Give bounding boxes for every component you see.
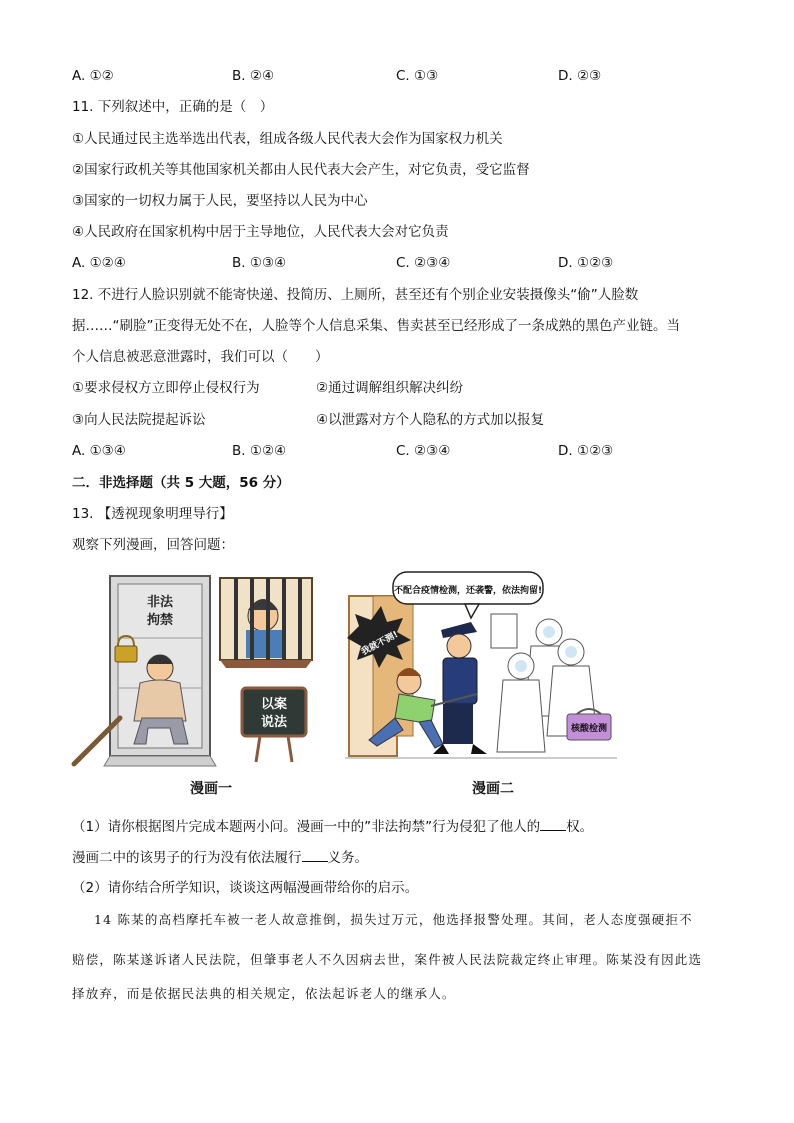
q13-sub-1-b (72, 847, 368, 868)
speech-bubble (393, 572, 543, 618)
q12-statement-2: ②通过调解组织解决纠纷 (316, 380, 464, 396)
q10-option-a: A. ①② (72, 68, 114, 84)
q12-stem-line-3: 个人信息被恶意泄露时，我们可以（ ） (72, 349, 329, 365)
q14-line-2: 赔偿，陈某遂诉诸人民法院，但肇事老人不久因病去世，案件被人民法院裁定终止审理。陈某没有因此选 (72, 952, 703, 967)
q12-option-c: C. ②③④ (396, 443, 451, 459)
section-2-title: 二．非选择题（共 5 大题，56 分） (72, 475, 290, 491)
test-box (567, 709, 611, 740)
door-sign-line-2: 拘禁 (146, 613, 174, 628)
q13-sub-1-b-text: 漫画二中的该男子的行为没有依法履行 (72, 850, 302, 866)
answer-blank-1[interactable] (540, 816, 566, 831)
q13-sub-1-b-end: 义务。 (327, 850, 368, 866)
q14-line-3: 择放弃，而是依据民法典的相关规定，依法起诉老人的继承人。 (72, 986, 456, 1001)
q12-statement-4: ④以泄露对方个人隐私的方式加以报复 (316, 412, 545, 428)
q13-title: 13. 【透视现象明理导行】 (72, 506, 233, 522)
police-officer (433, 622, 487, 754)
q11-stem: 11. 下列叙述中，正确的是（ ） (72, 99, 274, 115)
q12-option-a: A. ①③④ (72, 443, 126, 459)
q12-option-d: D. ①②③ (558, 443, 614, 459)
door-sign-line-1: 非法 (146, 595, 174, 610)
q11-option-c: C. ②③④ (396, 255, 451, 271)
q11-statement-2: ②国家行政机关等其他国家机关都由人民代表大会产生，对它负责，受它监督 (72, 162, 530, 178)
q11-statement-1: ①人民通过民主选举选出代表，组成各级人民代表大会作为国家权力机关 (72, 131, 503, 147)
q12-stem-line-1: 12. 不进行人脸识别就不能寄快递、投简历、上厕所，甚至还有个别企业安装摄像头“偷”人脸数 (72, 287, 639, 303)
q11-option-a: A. ①②④ (72, 255, 126, 271)
q14-line-1: 14 陈某的高档摩托车被一老人故意推倒，损失过万元，他选择报警处理。其间，老人态度强硬拒不 (94, 912, 693, 927)
q12-statement-3: ③向人民法院提起诉讼 (72, 412, 206, 428)
cartoon-2-caption: 漫画二 (472, 781, 514, 797)
burst-text: 我就不测! (359, 629, 400, 658)
q11-statement-4: ④人民政府在国家机构中居于主导地位，人民代表大会对它负责 (72, 224, 449, 240)
answer-blank-2[interactable] (302, 847, 328, 862)
case-law-board (242, 688, 306, 762)
q13-sub-1-a-text: （1）请你根据图片完成本题两小问。漫画一中的”非法拘禁”行为侵犯了他人的 (72, 819, 541, 835)
q12-option-b: B. ①②④ (232, 443, 287, 459)
q11-option-b: B. ①③④ (232, 255, 287, 271)
q10-option-c: C. ①③ (396, 68, 439, 84)
board-sign-line-2: 说法 (260, 715, 288, 730)
q13-intro: 观察下列漫画，回答问题： (72, 537, 234, 553)
board-sign-line-1: 以案 (260, 697, 288, 712)
q10-option-b: B. ②④ (232, 68, 275, 84)
q10-option-d: D. ②③ (558, 68, 602, 84)
q11-statement-3: ③国家的一切权力属于人民，要坚持以人民为中心 (72, 193, 368, 209)
q11-option-d: D. ①②③ (558, 255, 614, 271)
cartoon-2-illustration (345, 566, 617, 766)
box-label: 核酸检测 (570, 724, 608, 734)
speech-text: 不配合疫情检测，还袭警，依法拘留! (393, 586, 543, 596)
q12-statement-1: ①要求侵权方立即停止侵权行为 (72, 380, 260, 396)
cartoon-1-caption: 漫画一 (190, 781, 232, 797)
q12-stem-line-2: 据……“刷脸”正变得无处不在，人脸等个人信息采集、售卖甚至已经形成了一条成熟的黑色产业链。当 (72, 318, 680, 334)
cartoon-1-illustration (70, 568, 328, 768)
q13-sub-2: （2）请你结合所学知识，谈谈这两幅漫画带给你的启示。 (72, 880, 419, 896)
q13-sub-1-a (72, 816, 593, 837)
q13-sub-1-a-end: 权。 (566, 819, 594, 835)
